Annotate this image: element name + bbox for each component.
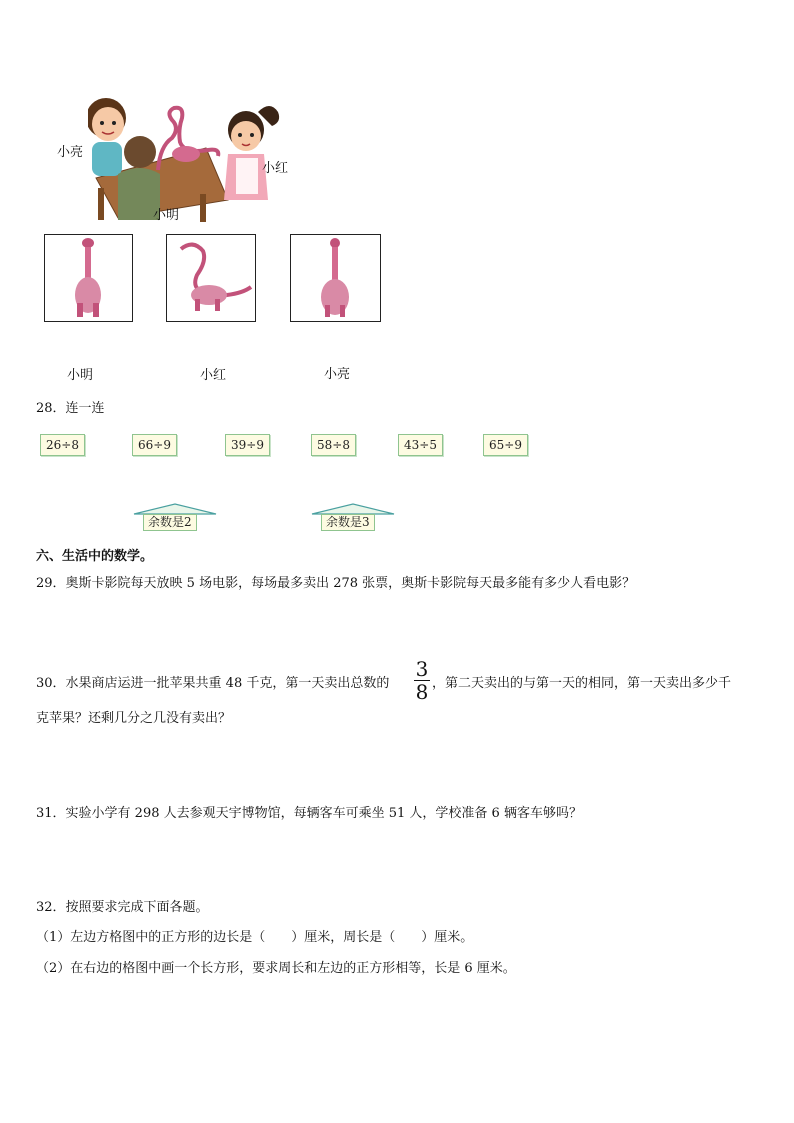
q30-line2: 克苹果？还剩几分之几没有卖出？ (36, 711, 232, 726)
q28-title: 28．连一连 (36, 401, 105, 416)
view-box-back (290, 234, 381, 322)
label-xiaoming: 小明 (153, 208, 180, 223)
section-6-title: 六、生活中的数学。 (36, 549, 154, 564)
q30-text-after: ，第二天卖出的与第一天的相同，第一天卖出多少千 (432, 676, 732, 691)
q32-title: 32．按照要求完成下面各题。 (36, 900, 209, 915)
q31-text: 31．实验小学有 298 人去参观天宇博物馆，每辆客车可乘坐 51 人，学校准备 6 辆客车够吗？ (36, 806, 582, 821)
q30-text-before: 30．水果商店运进一批苹果共重 48 千克，第一天卖出总数的 (36, 676, 390, 691)
view-box-front (44, 234, 133, 322)
fraction-three-eighths (414, 659, 430, 702)
dinosaur-front-view (45, 235, 132, 321)
children-table-illustration (88, 90, 288, 225)
view-box-side (166, 234, 256, 322)
expression-card[interactable]: 26÷8 (40, 434, 85, 456)
target-remainder-2[interactable]: 余数是2 (143, 514, 197, 531)
expression-card[interactable]: 43÷5 (398, 434, 443, 456)
expression-card[interactable]: 58÷8 (311, 434, 356, 456)
target-remainder-3[interactable]: 余数是3 (321, 514, 375, 531)
q32-part2: （2）在右边的格图中画一个长方形，要求周长和左边的正方形相等，长是 6 厘米。 (36, 961, 516, 976)
expression-card[interactable]: 65÷9 (483, 434, 528, 456)
q32-part1: （1）左边方格图中的正方形的边长是（ ）厘米，周长是（ ）厘米。 (36, 930, 474, 945)
view-label-1: 小明 (67, 368, 94, 383)
fraction-denominator: 8 (415, 680, 429, 704)
q29-text: 29．奥斯卡影院每天放映 5 场电影，每场最多卖出 278 张票，奥斯卡影院每天最多能有多少人看电影？ (36, 576, 636, 591)
fraction-numerator: 3 (415, 657, 429, 681)
label-xiaohong: 小红 (262, 161, 289, 176)
view-label-2: 小红 (200, 368, 227, 383)
dinosaur-back-view (291, 235, 380, 321)
view-label-3: 小亮 (324, 367, 351, 382)
expression-card[interactable]: 66÷9 (132, 434, 177, 456)
label-xiaoliang: 小亮 (57, 145, 84, 160)
dinosaur-side-view (167, 235, 255, 321)
expression-card[interactable]: 39÷9 (225, 434, 270, 456)
